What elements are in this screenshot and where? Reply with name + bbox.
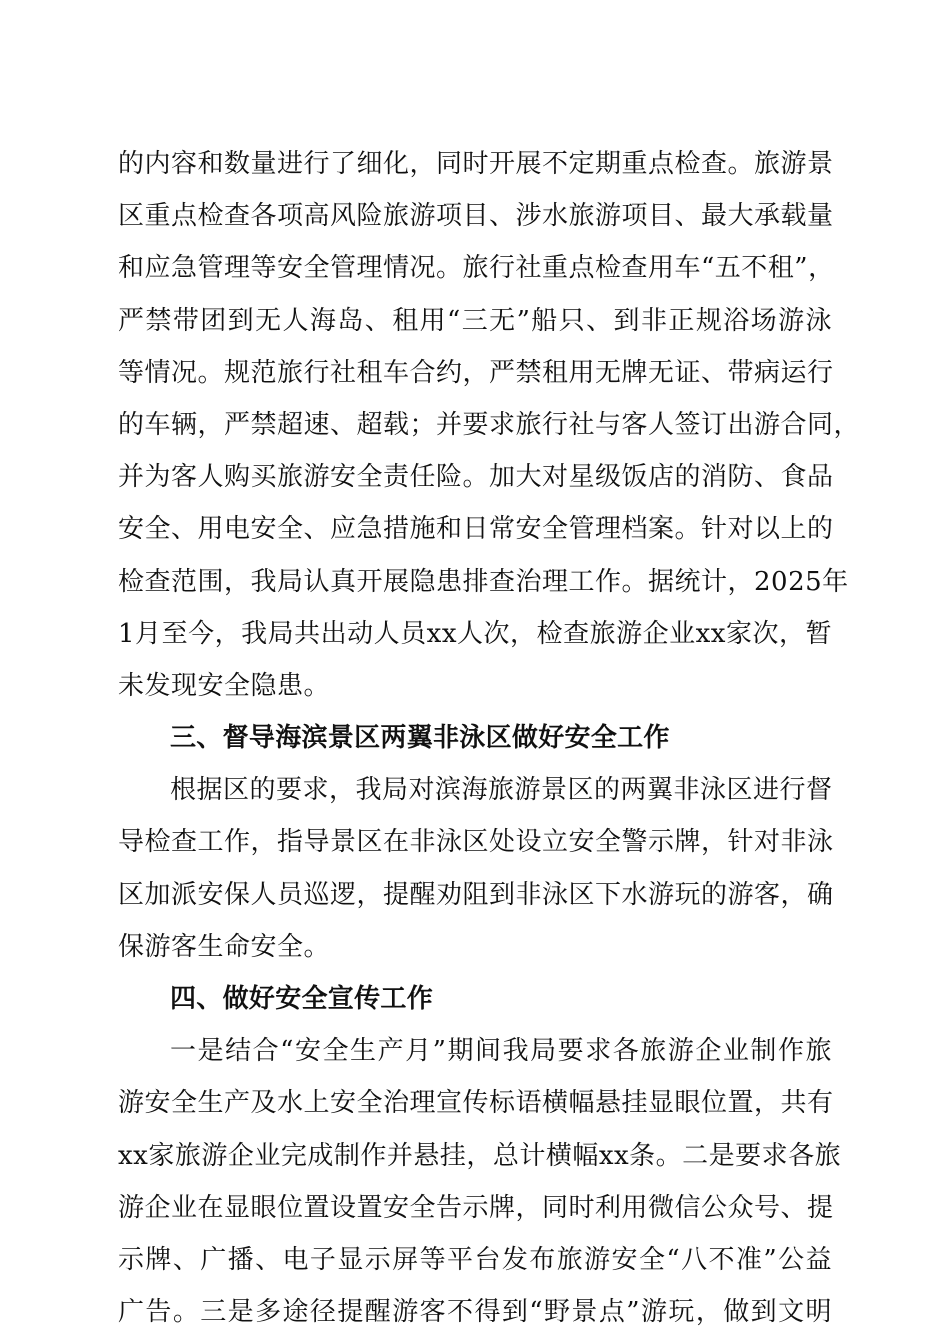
paragraph-line: 安全、用电安全、应急措施和日常安全管理档案。针对以上的 xyxy=(118,514,834,545)
paragraph-line: 根据区的要求，我局对滨海旅游景区的两翼非泳区进行督 xyxy=(170,775,833,806)
paragraph-line: 区加派安保人员巡逻，提醒劝阻到非泳区下水游玩的游客，确 xyxy=(118,879,834,910)
paragraph-line: 检查范围，我局认真开展隐患排查治理工作。据统计，2025年 xyxy=(118,566,849,597)
section-heading-3: 三、督导海滨景区两翼非泳区做好安全工作 xyxy=(170,723,670,754)
paragraph-line: 等情况。规范旅行社租车合约，严禁租用无牌无证、带病运行 xyxy=(118,357,834,388)
body-text xyxy=(118,138,861,1338)
paragraph-line: 区重点检查各项高风险旅游项目、涉水旅游项目、最大承载量 xyxy=(118,201,834,232)
paragraph-line: 和应急管理等安全管理情况。旅行社重点检查用车“五不租”， xyxy=(118,253,835,284)
paragraph-line: 1月至今，我局共出动人员xx人次，检查旅游企业xx家次，暂 xyxy=(118,618,832,649)
paragraph-line: 严禁带团到无人海岛、租用“三无”船只、到非正规浴场游泳 xyxy=(118,305,832,336)
paragraph-line: 保游客生命安全。 xyxy=(118,931,331,962)
paragraph-line: 游安全生产及水上安全治理宣传标语横幅悬挂显眼位置，共有 xyxy=(118,1088,834,1119)
section-heading-4: 四、做好安全宣传工作 xyxy=(170,984,434,1014)
paragraph-line: 的车辆，严禁超速、超载；并要求旅行社与客人签订出游合同， xyxy=(118,409,861,440)
paragraph-line: 未发现安全隐患。 xyxy=(118,670,331,701)
paragraph-line: 游企业在显眼位置设置安全告示牌，同时利用微信公众号、提 xyxy=(118,1192,834,1223)
paragraph-line: 并为客人购买旅游安全责任险。加大对星级饭店的消防、食品 xyxy=(118,462,834,493)
paragraph-line: 示牌、广播、电子显示屏等平台发布旅游安全“八不准”公益 xyxy=(118,1244,832,1275)
paragraph-line: 的内容和数量进行了细化，同时开展不定期重点检查。旅游景 xyxy=(118,149,834,179)
paragraph-line: 导检查工作，指导景区在非泳区处设立安全警示牌，针对非泳 xyxy=(118,827,834,858)
paragraph-line: 广告。三是多途径提醒游客不得到“野景点”游玩，做到文明 xyxy=(118,1297,832,1328)
paragraph-line: 一是结合“安全生产月”期间我局要求各旅游企业制作旅 xyxy=(170,1036,832,1067)
paragraph-line: xx家旅游企业完成制作并悬挂，总计横幅xx条。二是要求各旅 xyxy=(118,1140,842,1171)
